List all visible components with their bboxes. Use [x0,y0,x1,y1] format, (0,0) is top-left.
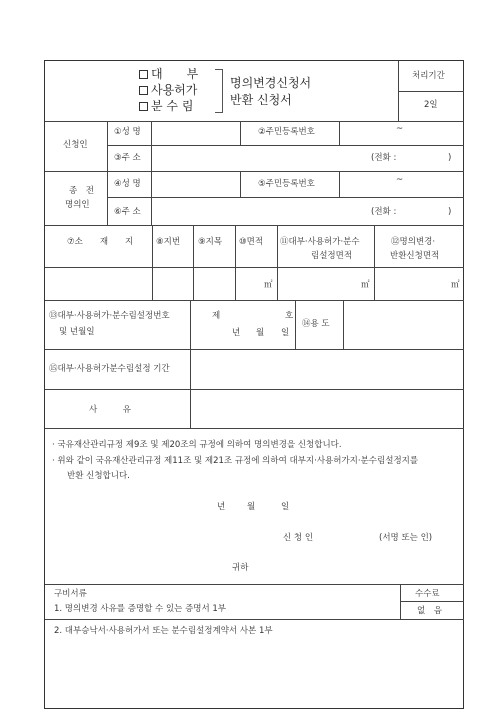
land-lease-area-header-2: 림설정면적 [311,251,353,261]
land-col-5 [374,225,375,300]
contract-year: 년 [232,328,241,338]
applicant-name-label: ①성 명 [114,127,141,137]
land-location-header: ⑦소 재 지 [67,237,134,247]
reason-label: 사 유 [89,405,131,415]
former-row-line [107,197,464,198]
use-permit-checkbox[interactable] [139,86,148,95]
date-year: 년 [217,502,226,512]
land-area-unit: ㎡ [264,280,273,290]
label-divider [151,121,152,225]
statement-return-cont: 반환 신청합니다. [67,471,130,481]
period-bottom-line [45,389,464,390]
former-phone-label: (전화 : [371,207,397,217]
applicant-bottom-line [45,171,464,172]
land-col-3 [235,225,236,300]
land-change-area-unit: ㎡ [451,280,460,290]
former-id-divider-right [339,171,340,197]
date-day: 일 [281,502,290,512]
period-value: 2일 [424,100,438,110]
application-form [44,60,464,709]
former-bottom-line [45,225,464,226]
land-lease-area-header-1: ⑪대부·사용허가·분수 [280,237,360,247]
document-item-2: 2. 대부승낙서·사용허가서 또는 분수림설정계약서 사본 1부 [54,626,273,636]
land-header-line [45,267,464,268]
reason-bottom-line [45,428,464,429]
land-change-area-header-2: 반환신청면적 [390,251,440,261]
date-month: 월 [247,502,256,512]
applicant-id-divider-left [240,121,241,145]
contract-divider-3 [343,300,344,349]
contract-month: 월 [256,328,265,338]
period-mid-line [398,91,464,92]
title-bracket [215,69,223,113]
applicant-id-divider-right [339,121,340,145]
fee-label: 수수료 [415,589,440,599]
contract-number-label-1: ⑬대부·사용허가·분수림설정번호 [49,311,170,321]
land-change-area-header-1: ⑫명의변경· [391,237,436,247]
fee-value: 없 음 [417,606,442,616]
use-label: ⑭용 도 [302,319,330,329]
option-forest-label: 분 수 림 [151,99,194,113]
signature-label: 신 청 인 [283,533,314,543]
contract-bottom-line [45,349,464,350]
group-divider [107,121,108,225]
form-title-line2: 반환 신청서 [230,93,292,107]
option-lease-label: 대 부 [151,67,199,81]
documents-top-line [45,584,464,585]
forest-checkbox[interactable] [139,102,148,111]
documents-heading: 구비서류 [54,589,87,599]
option-lease [139,66,198,82]
applicant-row-line [107,145,464,146]
contract-divider-2 [295,300,296,349]
former-name-label: ④성 명 [114,179,141,189]
lease-period-label: ⑮대부·사용허가분수림설정 기간 [49,364,170,374]
former-group-label-2: 명의인 [65,200,90,210]
option-forest [139,98,193,114]
former-id-value: ~ [396,175,404,185]
document-item-1: 1. 명의변경 사유를 증명할 수 있는 증명서 1부 [54,604,227,614]
land-category-header: ⑨지목 [198,237,223,247]
former-address-label: ⑥주 소 [114,207,141,217]
former-phone-close: ) [448,207,452,217]
contract-divider-1 [190,300,191,349]
option-use-permit [139,82,197,98]
contract-day: 일 [281,328,290,338]
form-title-line1: 명의변경신청서 [230,76,312,90]
contract-no-prefix: 제 [212,311,221,321]
land-area-header: ⑩면적 [239,237,264,247]
land-col-2 [193,225,194,300]
fee-mid-line [400,601,464,602]
addressee: 귀하 [232,563,249,573]
statement-name-change: · 국유재산관리규정 제9조 및 제20조의 규정에 의하여 명의변경을 신청합니다. [52,440,342,450]
land-lease-area-unit: ㎡ [361,280,370,290]
documents-mid-line [45,619,464,620]
applicant-address-label: ③주 소 [114,153,141,163]
signature-note: (서명 또는 인) [379,533,433,543]
applicant-id-value: ~ [396,124,404,134]
period-label: 처리기간 [412,71,445,81]
applicant-id-label: ②주민등록번호 [258,127,315,137]
contract-no-suffix: 호 [285,311,294,321]
land-col-1 [152,225,153,300]
applicant-phone-close: ) [448,153,452,163]
lease-checkbox[interactable] [139,70,148,79]
land-lotnum-header: ⑧지번 [156,237,181,247]
contract-number-label-2: 및 년월일 [59,327,95,337]
former-group-label-1: 종 전 [69,186,94,196]
option-use-permit-label: 사용허가 [151,83,198,97]
former-id-divider-left [240,171,241,197]
statement-return: · 위와 같이 국유재산관리규정 제11조 및 제21조 규정에 의하여 대부지·사용허가지·분수림설정지를 [52,456,419,466]
applicant-group-label: 신청인 [63,140,88,150]
land-col-4 [277,225,278,300]
applicant-phone-label: (전화 : [371,153,397,163]
land-bottom-line [45,300,464,301]
former-id-label: ⑤주민등록번호 [258,179,315,189]
